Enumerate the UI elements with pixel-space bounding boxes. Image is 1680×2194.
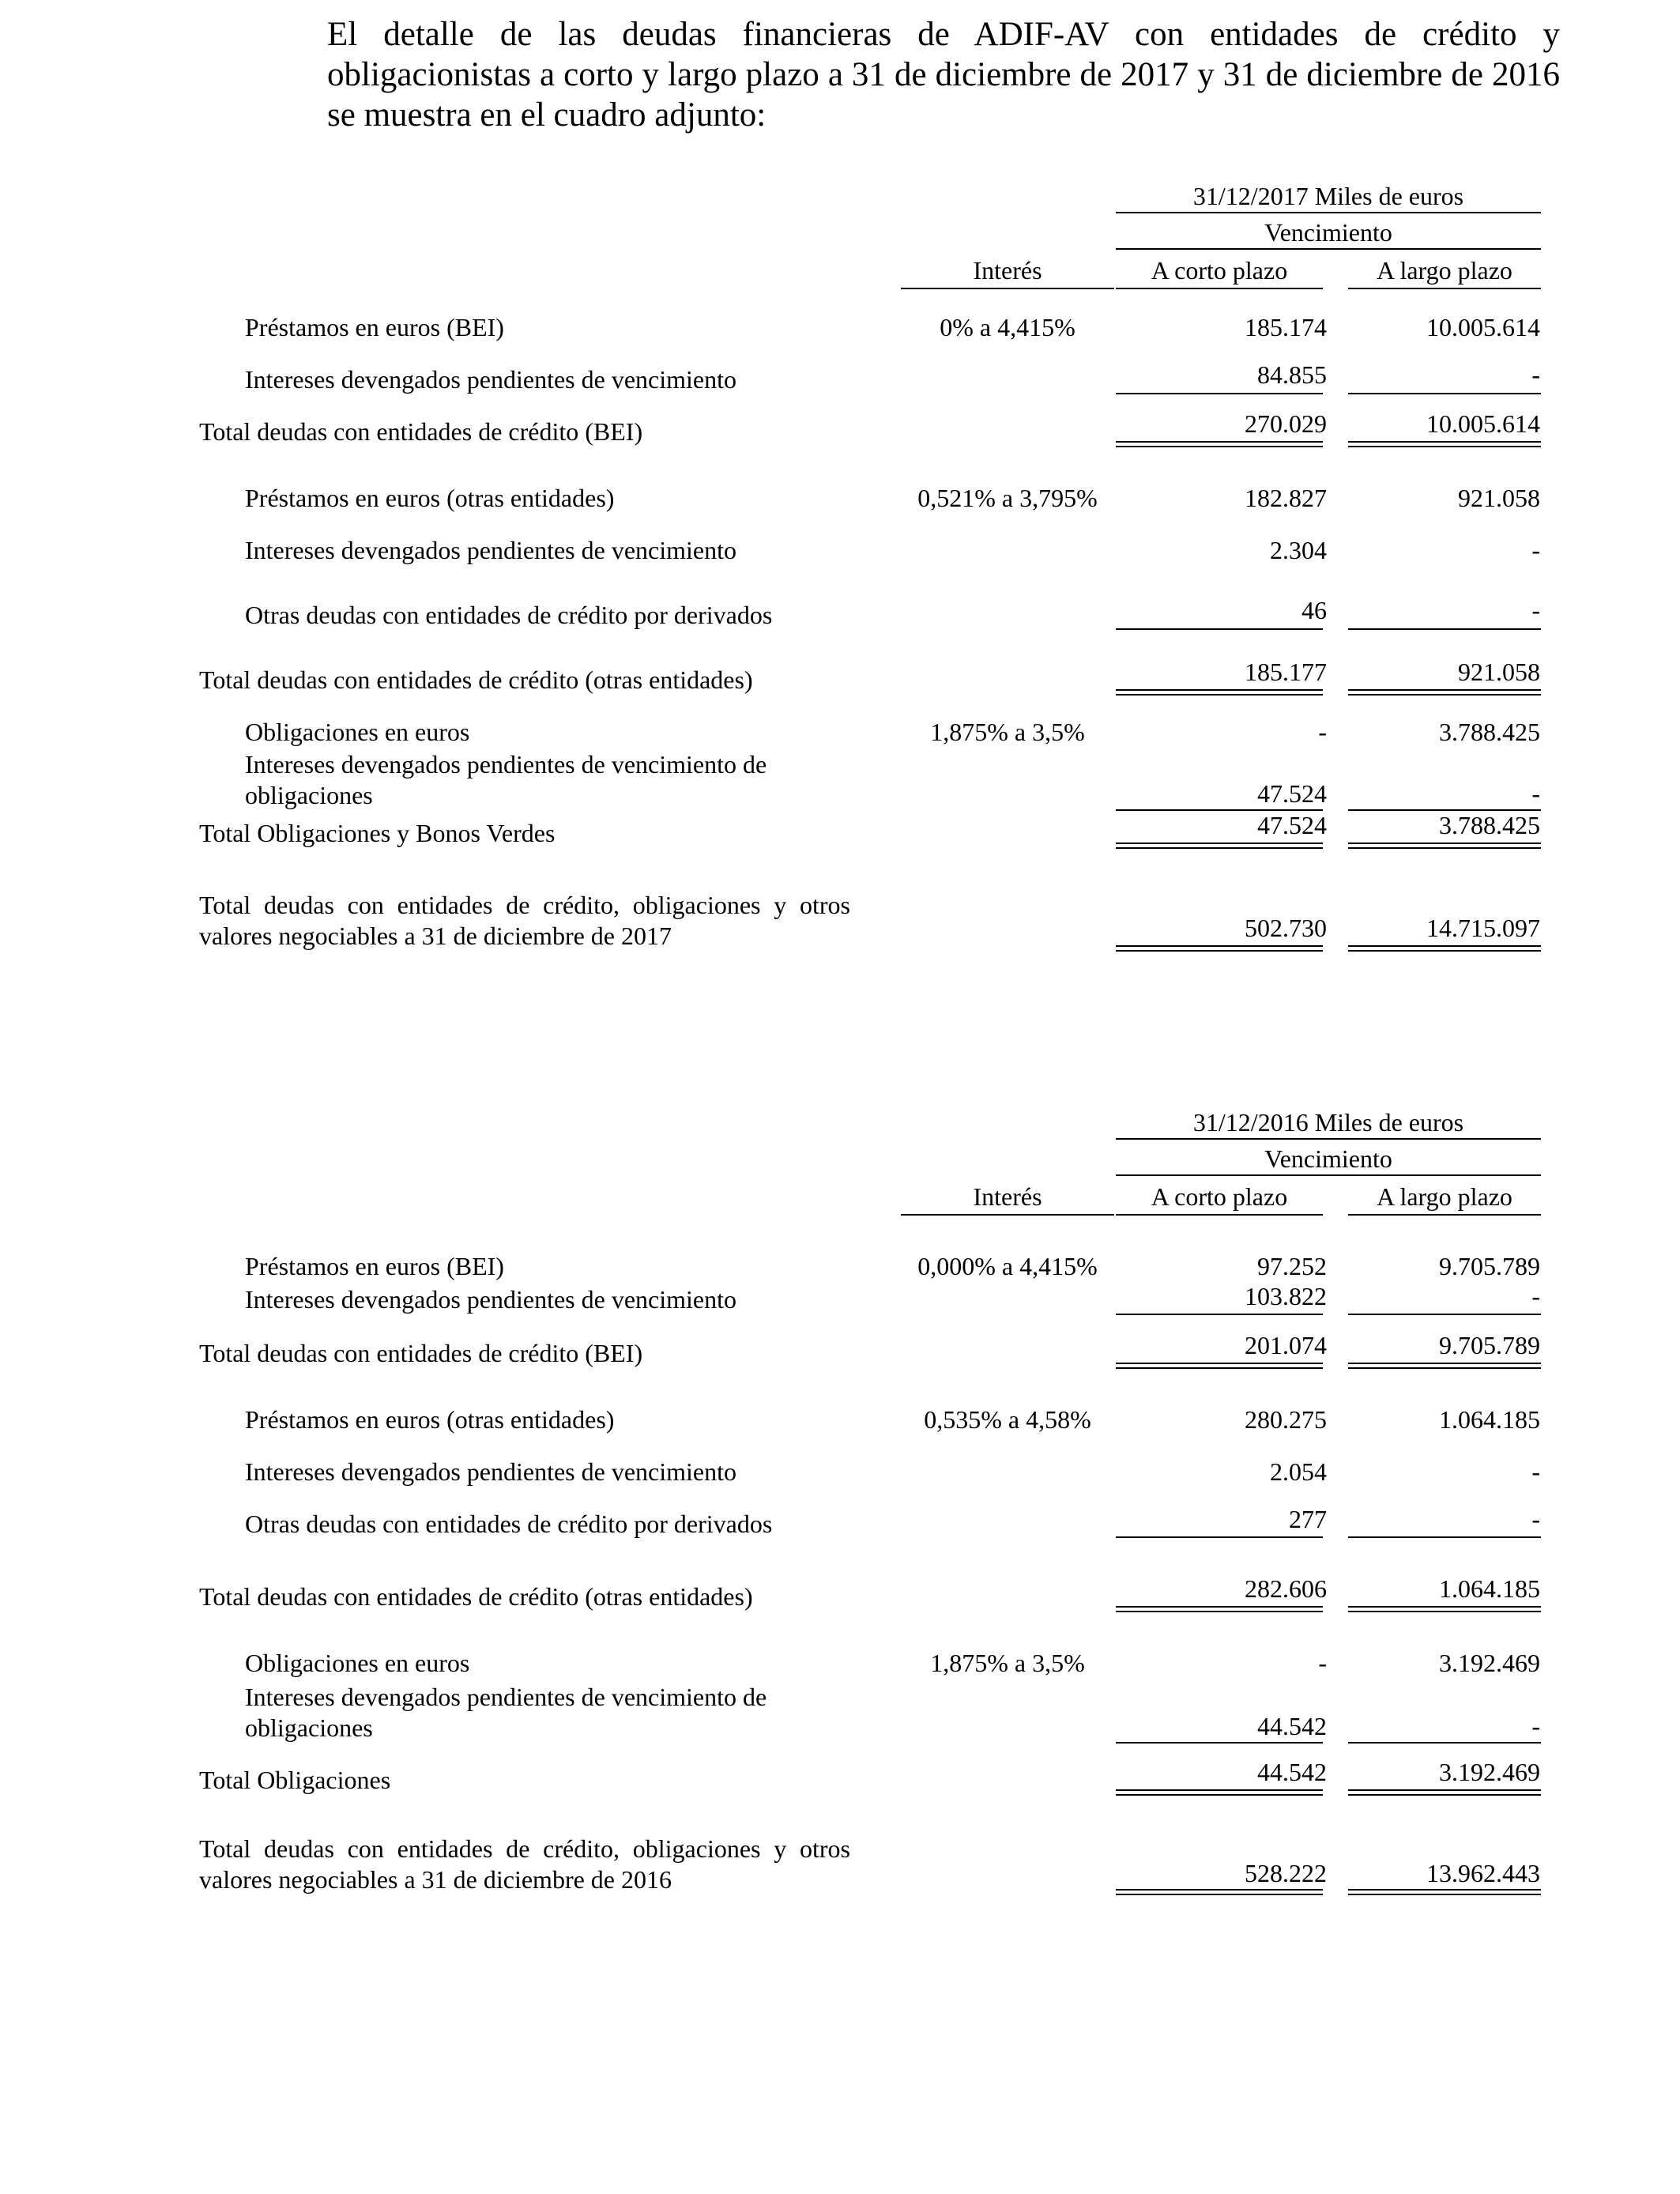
row-largo: 3.192.469 — [1439, 1758, 1540, 1786]
row-label: Obligaciones en euros — [245, 718, 470, 746]
rule — [1116, 1742, 1323, 1744]
rule — [1348, 1536, 1541, 1538]
rule — [1116, 628, 1323, 630]
row-corto: 185.174 — [1245, 313, 1327, 341]
rule — [1348, 1214, 1541, 1216]
row-corto: 528.222 — [1245, 1859, 1327, 1887]
row-corto: 84.855 — [1257, 360, 1327, 389]
rule — [1116, 1174, 1541, 1176]
rule — [1348, 1742, 1541, 1744]
double-rule — [1116, 1363, 1323, 1369]
row-label: Otras deudas con entidades de crédito por derivados — [245, 1510, 773, 1538]
rule — [1348, 628, 1541, 630]
rule — [1348, 393, 1541, 394]
row-largo: 3.788.425 — [1439, 811, 1540, 839]
row-interes: 1,875% a 3,5% — [930, 718, 1085, 746]
double-rule — [1348, 945, 1541, 952]
row-corto: 44.542 — [1257, 1712, 1327, 1740]
vencimiento-header-2016: Vencimiento — [1264, 1144, 1392, 1173]
row-corto: - — [1318, 718, 1327, 746]
row-corto: 277 — [1289, 1505, 1327, 1533]
row-largo: - — [1531, 536, 1540, 564]
row-label: Intereses devengados pendientes de vencimiento — [245, 1285, 736, 1314]
row-largo: - — [1531, 779, 1540, 808]
row-corto: 2.304 — [1270, 536, 1327, 564]
row-label: Préstamos en euros (otras entidades) — [245, 484, 615, 512]
rule — [901, 1214, 1114, 1216]
row-largo: 3.192.469 — [1439, 1649, 1540, 1677]
row-label: Total Obligaciones — [199, 1766, 391, 1794]
row-label: Préstamos en euros (BEI) — [245, 1252, 504, 1280]
row-label: Intereses devengados pendientes de vencimiento — [245, 365, 736, 394]
interes-header-2017: Interés — [973, 256, 1042, 285]
row-corto: 282.606 — [1245, 1574, 1327, 1603]
interes-header-2016: Interés — [973, 1182, 1042, 1211]
row-largo: 9.705.789 — [1439, 1252, 1540, 1280]
largo-header-2016: A largo plazo — [1377, 1182, 1512, 1211]
rule — [1116, 393, 1323, 394]
row-label: Total deudas con entidades de crédito (otras entidades) — [199, 665, 753, 694]
rule — [1116, 1214, 1323, 1216]
row-label: Total deudas con entidades de crédito, obligaciones y otros valores negociables a 31 de diciembre de 2017 — [199, 891, 850, 950]
row-largo: - — [1531, 360, 1540, 389]
rule — [901, 288, 1114, 289]
row-largo: 3.788.425 — [1439, 718, 1540, 746]
double-rule — [1116, 441, 1323, 447]
double-rule — [1348, 1889, 1541, 1895]
row-largo: 921.058 — [1458, 658, 1540, 686]
intro-paragraph: El detalle de las deudas financieras de ADIF-AV con entidades de crédito y obligacionistas a corto y largo plazo a 31 de diciembre de 2017 y 31 de diciembre de 2016 se muestra en el cuadro adjunto: — [327, 16, 1560, 134]
row-interes: 0,535% a 4,58% — [924, 1405, 1091, 1434]
period-header-2017: 31/12/2017 Miles de euros — [1192, 182, 1464, 210]
corto-header-2016: A corto plazo — [1151, 1182, 1288, 1211]
row-corto: 185.177 — [1245, 658, 1327, 686]
row-corto: 2.054 — [1270, 1457, 1327, 1486]
row-largo: - — [1531, 1712, 1540, 1740]
row-label: Préstamos en euros (BEI) — [245, 313, 504, 341]
row-largo: 9.705.789 — [1439, 1331, 1540, 1359]
row-corto: 182.827 — [1245, 484, 1327, 512]
row-corto: 201.074 — [1245, 1331, 1327, 1359]
double-rule — [1116, 843, 1323, 849]
double-rule — [1116, 945, 1323, 952]
row-largo: 1.064.185 — [1439, 1574, 1540, 1603]
row-label: Intereses devengados pendientes de vencimiento de obligaciones — [245, 1683, 767, 1742]
row-largo: 14.715.097 — [1426, 914, 1540, 942]
row-label: Intereses devengados pendientes de vencimiento de obligaciones — [245, 750, 767, 809]
row-label: Total Obligaciones y Bonos Verdes — [199, 819, 556, 847]
row-label: Total deudas con entidades de crédito (otras entidades) — [199, 1582, 753, 1611]
double-rule — [1348, 1789, 1541, 1796]
row-interes: 1,875% a 3,5% — [930, 1649, 1085, 1677]
rule — [1348, 288, 1541, 289]
row-interes: 0,521% a 3,795% — [917, 484, 1098, 512]
rule — [1348, 1314, 1541, 1315]
row-largo: 1.064.185 — [1439, 1405, 1540, 1434]
rule — [1116, 1138, 1541, 1140]
row-corto: 270.029 — [1245, 409, 1327, 438]
row-corto: 103.822 — [1245, 1282, 1327, 1310]
corto-header-2017: A corto plazo — [1151, 256, 1288, 285]
row-label: Total deudas con entidades de crédito (BEI) — [199, 417, 643, 446]
vencimiento-header-2017: Vencimiento — [1264, 218, 1392, 247]
rule — [1116, 1536, 1323, 1538]
row-corto: 97.252 — [1257, 1252, 1327, 1280]
rule — [1116, 248, 1541, 250]
row-interes: 0% a 4,415% — [940, 313, 1075, 341]
rule — [1116, 212, 1541, 213]
row-label: Intereses devengados pendientes de vencimiento — [245, 1457, 736, 1486]
rule — [1116, 1314, 1323, 1315]
row-largo: 10.005.614 — [1426, 313, 1540, 341]
double-rule — [1116, 689, 1323, 696]
row-largo: 10.005.614 — [1426, 409, 1540, 438]
double-rule — [1348, 1363, 1541, 1369]
period-header-2016: 31/12/2016 Miles de euros — [1192, 1108, 1464, 1137]
double-rule — [1116, 1789, 1323, 1796]
double-rule — [1116, 1606, 1323, 1612]
row-corto: 46 — [1301, 596, 1327, 624]
row-label: Intereses devengados pendientes de vencimiento — [245, 536, 736, 564]
row-largo: 13.962.443 — [1426, 1859, 1540, 1887]
row-label: Préstamos en euros (otras entidades) — [245, 1405, 615, 1434]
row-interes: 0,000% a 4,415% — [917, 1252, 1098, 1280]
double-rule — [1348, 843, 1541, 849]
row-corto: 280.275 — [1245, 1405, 1327, 1434]
rule — [1116, 288, 1323, 289]
row-corto: 47.524 — [1257, 779, 1327, 808]
row-corto: 44.542 — [1257, 1758, 1327, 1786]
row-label: Total deudas con entidades de crédito (BEI) — [199, 1339, 643, 1367]
row-largo: - — [1531, 1505, 1540, 1533]
row-label: Total deudas con entidades de crédito, obligaciones y otros valores negociables a 31 de diciembre de 2016 — [199, 1834, 850, 1894]
double-rule — [1348, 1606, 1541, 1612]
row-label: Otras deudas con entidades de crédito por derivados — [245, 601, 773, 629]
row-largo: 921.058 — [1458, 484, 1540, 512]
row-corto: - — [1318, 1649, 1327, 1677]
row-corto: 502.730 — [1245, 914, 1327, 942]
row-largo: - — [1531, 1282, 1540, 1310]
row-corto: 47.524 — [1257, 811, 1327, 839]
double-rule — [1348, 441, 1541, 447]
double-rule — [1116, 1889, 1323, 1895]
row-largo: - — [1531, 596, 1540, 624]
largo-header-2017: A largo plazo — [1377, 256, 1512, 285]
row-largo: - — [1531, 1457, 1540, 1486]
row-label: Obligaciones en euros — [245, 1649, 470, 1677]
double-rule — [1348, 689, 1541, 696]
